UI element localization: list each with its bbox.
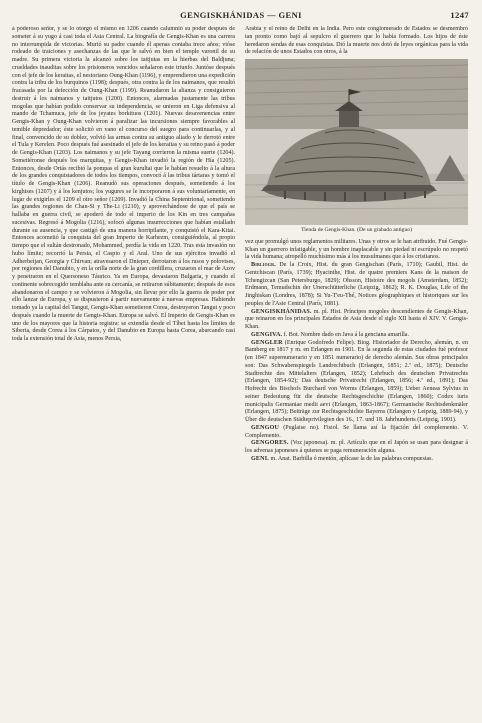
engraving-image bbox=[245, 59, 468, 225]
entry-gengiva bbox=[245, 332, 468, 340]
page-title: GENGISKHÁNIDAS — GENI bbox=[180, 10, 302, 20]
entry-headword: Bibliogr. bbox=[251, 262, 276, 268]
figure bbox=[245, 59, 468, 235]
entry-text: De la Croix, Hist. du gran Gengischan (París, 1710); Gaubil, Hist. de Gentchiscan (París, 1739); Hyacinthe, Hist. de quatre premiers Kans de la maison de Tchengizcan (San Petersburgo, 1829); Ohsson, Histoire des mogols (Amsterdam, 1852); Erdmann, Temudschin der Unerschütterliche (Leipzig, 1862); R. K. Douglas, Life of the Jinghiskan (Londres, 1878); Si Yu-T'eu-Thé, Notices géographiques et historiques sur les peuples de l'Asie Central (París, 1881). bbox=[245, 262, 468, 307]
entry-text: m. Anat. Barbilla ó mentón, aplícase la de las palabras compuestas. bbox=[270, 455, 434, 462]
entry-text: (Enrique Godofredo Felipe). Biog. Historiador de Derecho, alemán, n. en Bamberg en 1817 y m. en Erlangen en 1901. En la segunda de estas ciudades fué profesor (en 1847 supernumerario y en 1851 numerario) de derecho alemán. Sus obras principales son: Das Schwabenspiegels Landrechtbuch (Erlangen, 1851; 2.ª ed., 1875); Deutsche Stadtrechte des Mittelalters (Erlangen, 1852); Lehrbuch des deutschen Privatrechts (Erlangen, 1854-92); Das deutsche Privatrecht (Erlangen, 1856; 4.ª ed., 1891); Das Hofrecht des Bischofs Burchard von Worms (Erlangen, 1859); Ueber Aeneas Sylvius in seiner Bedeutung für die deutsche Rechtsgeschichte (Erlangen, 1860); Codex iuris municipalis Germaniae medii aevi (Erlangen, 1863-1867); Germanische Rechtsdenkmäler (Erlangen, 1875); Beiträge zur Rechtsgeschichte Bayerns (Erlangen y Leipzig, 1889-94), y Über die deutschen Städteprivilegien des 16., 17. und 18. Jahrhunderts (Leipzig, 1901). bbox=[245, 339, 468, 423]
entry-gengiskhanidas bbox=[245, 309, 468, 332]
entry-headword: GENGISKHÁNIDAS. bbox=[251, 308, 312, 315]
entry-text: (Puglaise no). Fisiol. Se llama así la fijación del complemento. V. Complemento. bbox=[245, 424, 468, 439]
article-text-continued-2: vez que promulgó unos reglamentos militares. Unas y otros se le han atribuido. Fué Gengis-Khan un guerrero infatigable, y un hombre inaplacable y sin piedad ni escrúpulo no respetó la vida humana; atropelló muchísimo más á los musulmanes que á los cristianos. bbox=[245, 238, 468, 261]
entry-text: (Voz japonesa). m. pl. Artículo que en el Japón se usan para designar á los advenas japoneses á quienes se paga remuneración alguna. bbox=[245, 440, 468, 454]
article-text: á poderoso señor, y se lo otorgó el mismo en 1206 cuando calumnió su poder después de someter á su yugo á casi toda el Asia Central. La biografía de Gengis-Khan es una carrera no interrumpida de victorias. Murió su padre cuando él apenas contaba trece años; vióse rodeado de traiciones y asechanzas de las que le salvó en bien el temple varonil de su madre. Su primera victoria la alcanzó sobre los taitjutas en la hierbas del Baldjuna; crueldades inauditas sobre los prisioneros vencidos señalaron este triunfo. Juntóse después con el jefe de los keraitas, el nestoriano Oung-Khan (1196), y emprendieron una expedición contra la tribu de los burquinos (1198); después, otra contra la de los naimanos, que resultó fracasada por la defección de Oung-Khan (1199). Reanudaron la alianza y consiguieron destruir á los naimanos y taitjutos (1200). Entonces, alarmadas justamente las tribus mogolas que habían podido conservar su independencia, se unieron en Liga defensiva al mando de Tchamuca, jefe de los jeyates borkituos (1201). Nuevas desavenencias entre Gengis-Khan y Oung-Khan volvieron á paralizar las incursiones siempre favorables al temible depredador; éste solicitó en vano el concurso del suegro para continuarlas, y al final, convencido de su doblez, volvió las armas contra su antiguo aliado y le derrotó entre el Tula y Kerelen. Poco después fué asesinado el jefe de los keraitas y su reino pasó á poder de Gengis-Khan (1203). Los naimanos y su jefe Tayang corrieron la misma suerte (1204). Sometiéronse después los marquitas, y Gengis-Khan invadió la región de Hía (1205). Entonces, desde Ortás recibió la pompas el gran kurultai que le habían resuelto á la altura de los grandes conquistadores de todos los tiempos, convocó á las tribus tártaras y tomó el título de Gengis-Khan (1206). Reanudó sus operaciones después, sometiendo á los kirghises (1207) y á los kenjutos; los yugures se le incorporaron á sus voluntariamente, en lugar de exigirles el 1209 el otro señor (1209). Invadió la China Septentrional, sometiendo las grandes regiones de Chan-Si y The-Li (1210), y aprovechándose de que el país se hallaba en guerra civil, se apoderó de todo el imperio de los Kin en tres campañas sucesivas. Regresó á Mogolia (1216), sofocó algunas insurrecciones que habían estallado durante su ausencia, y que castigó de una manera horripilante, y conquistó el Kara-Kitai. Entonces acometió la conquista del gran Imperio de Karhezm, consiguiéndola, al propio tiempo que el sultán destronado, Mohammed, perdía la vida en 1220. Tras esta invasión no hubo límite; recorrió la Persia, el Caspio y el Aral. Uno de sus ejércitos invadió el Adherbeijan, Georgia y Chirvan; atravesaron el Dnieper, derrotaron á los rusos y polovtses, por regiones del Danubio, y en la orilla norte de la gran cordillera, cruzaron el mar de Azov y penetraron en el Quersoneso Táurico. Ya en Europa, devastaron Bulgaria, y cuando el continente sobrecogido temblaba ante su cercanía, se retiraron súbitamente; después de esos abandonaron el campo y se volvieron á Mogolia, sin llevar por ello la guerra de poder por ello lanzar de Europa, y se dispusieron á partir nuevamente á nuevas empresas. Habiendo tomado ya la capital del Tangut, Gengis-Khan sometieron Corea, destruyeron Tangut y poco después cuando la muerte de Gengis-Khan. Europa se salvó. El Imperio de Gengis-Khan es uno de los mayores que la historia registra: se extendía desde el Tíbet hasta los límites de Siberia, desde Corea á los Cárpatos, y del Danubio en Europa hasta Corea, abarcando casi toda la extensión total de Asia, menos Persia, bbox=[12, 26, 235, 342]
entry-headword: GENGORES. bbox=[251, 440, 289, 447]
entry-gengores bbox=[245, 440, 468, 456]
entry-gengou bbox=[245, 425, 468, 441]
figure-caption: Tienda de Gengis-Khan. (De un grabado antiguo) bbox=[301, 227, 412, 233]
entry-headword: GENGLER bbox=[251, 339, 283, 346]
right-column bbox=[245, 26, 468, 711]
page-number: 1247 bbox=[450, 10, 469, 20]
entry-headword: GENGOU bbox=[251, 424, 280, 431]
entry-gengler bbox=[245, 340, 468, 425]
article-text-continued: Arabia y el reino de Delhi en la India. Pero este conglomerado de Estados se desmembró tan pronto como bajó al sepulcro el guerrero que lo había formado. Los hijos de éste heredaron sendas de esas conquistas. Dió la muerte nos dotó de leyes orgánicas para la vida de relación de unos Estados con otros, á la bbox=[245, 26, 468, 56]
entry-bibliography bbox=[245, 262, 468, 309]
entry-headword: GENGIVA. bbox=[251, 331, 283, 338]
entry-geni bbox=[245, 456, 468, 464]
entry-headword: GENI. bbox=[251, 455, 269, 462]
entry-text: m. pl. Hist. Príncipes mogoles descendientes de Gengis-Khan, que reinaron en los principales Estados de Asia desde el siglo XII hasta el XIV. V. Gengis-Khan. bbox=[245, 308, 468, 330]
two-column-body bbox=[12, 26, 469, 711]
entry-text: f. Bot. Nombre dado en Java á la genciana amarilla. bbox=[283, 331, 410, 338]
running-header bbox=[0, 8, 482, 24]
left-column bbox=[12, 26, 235, 711]
